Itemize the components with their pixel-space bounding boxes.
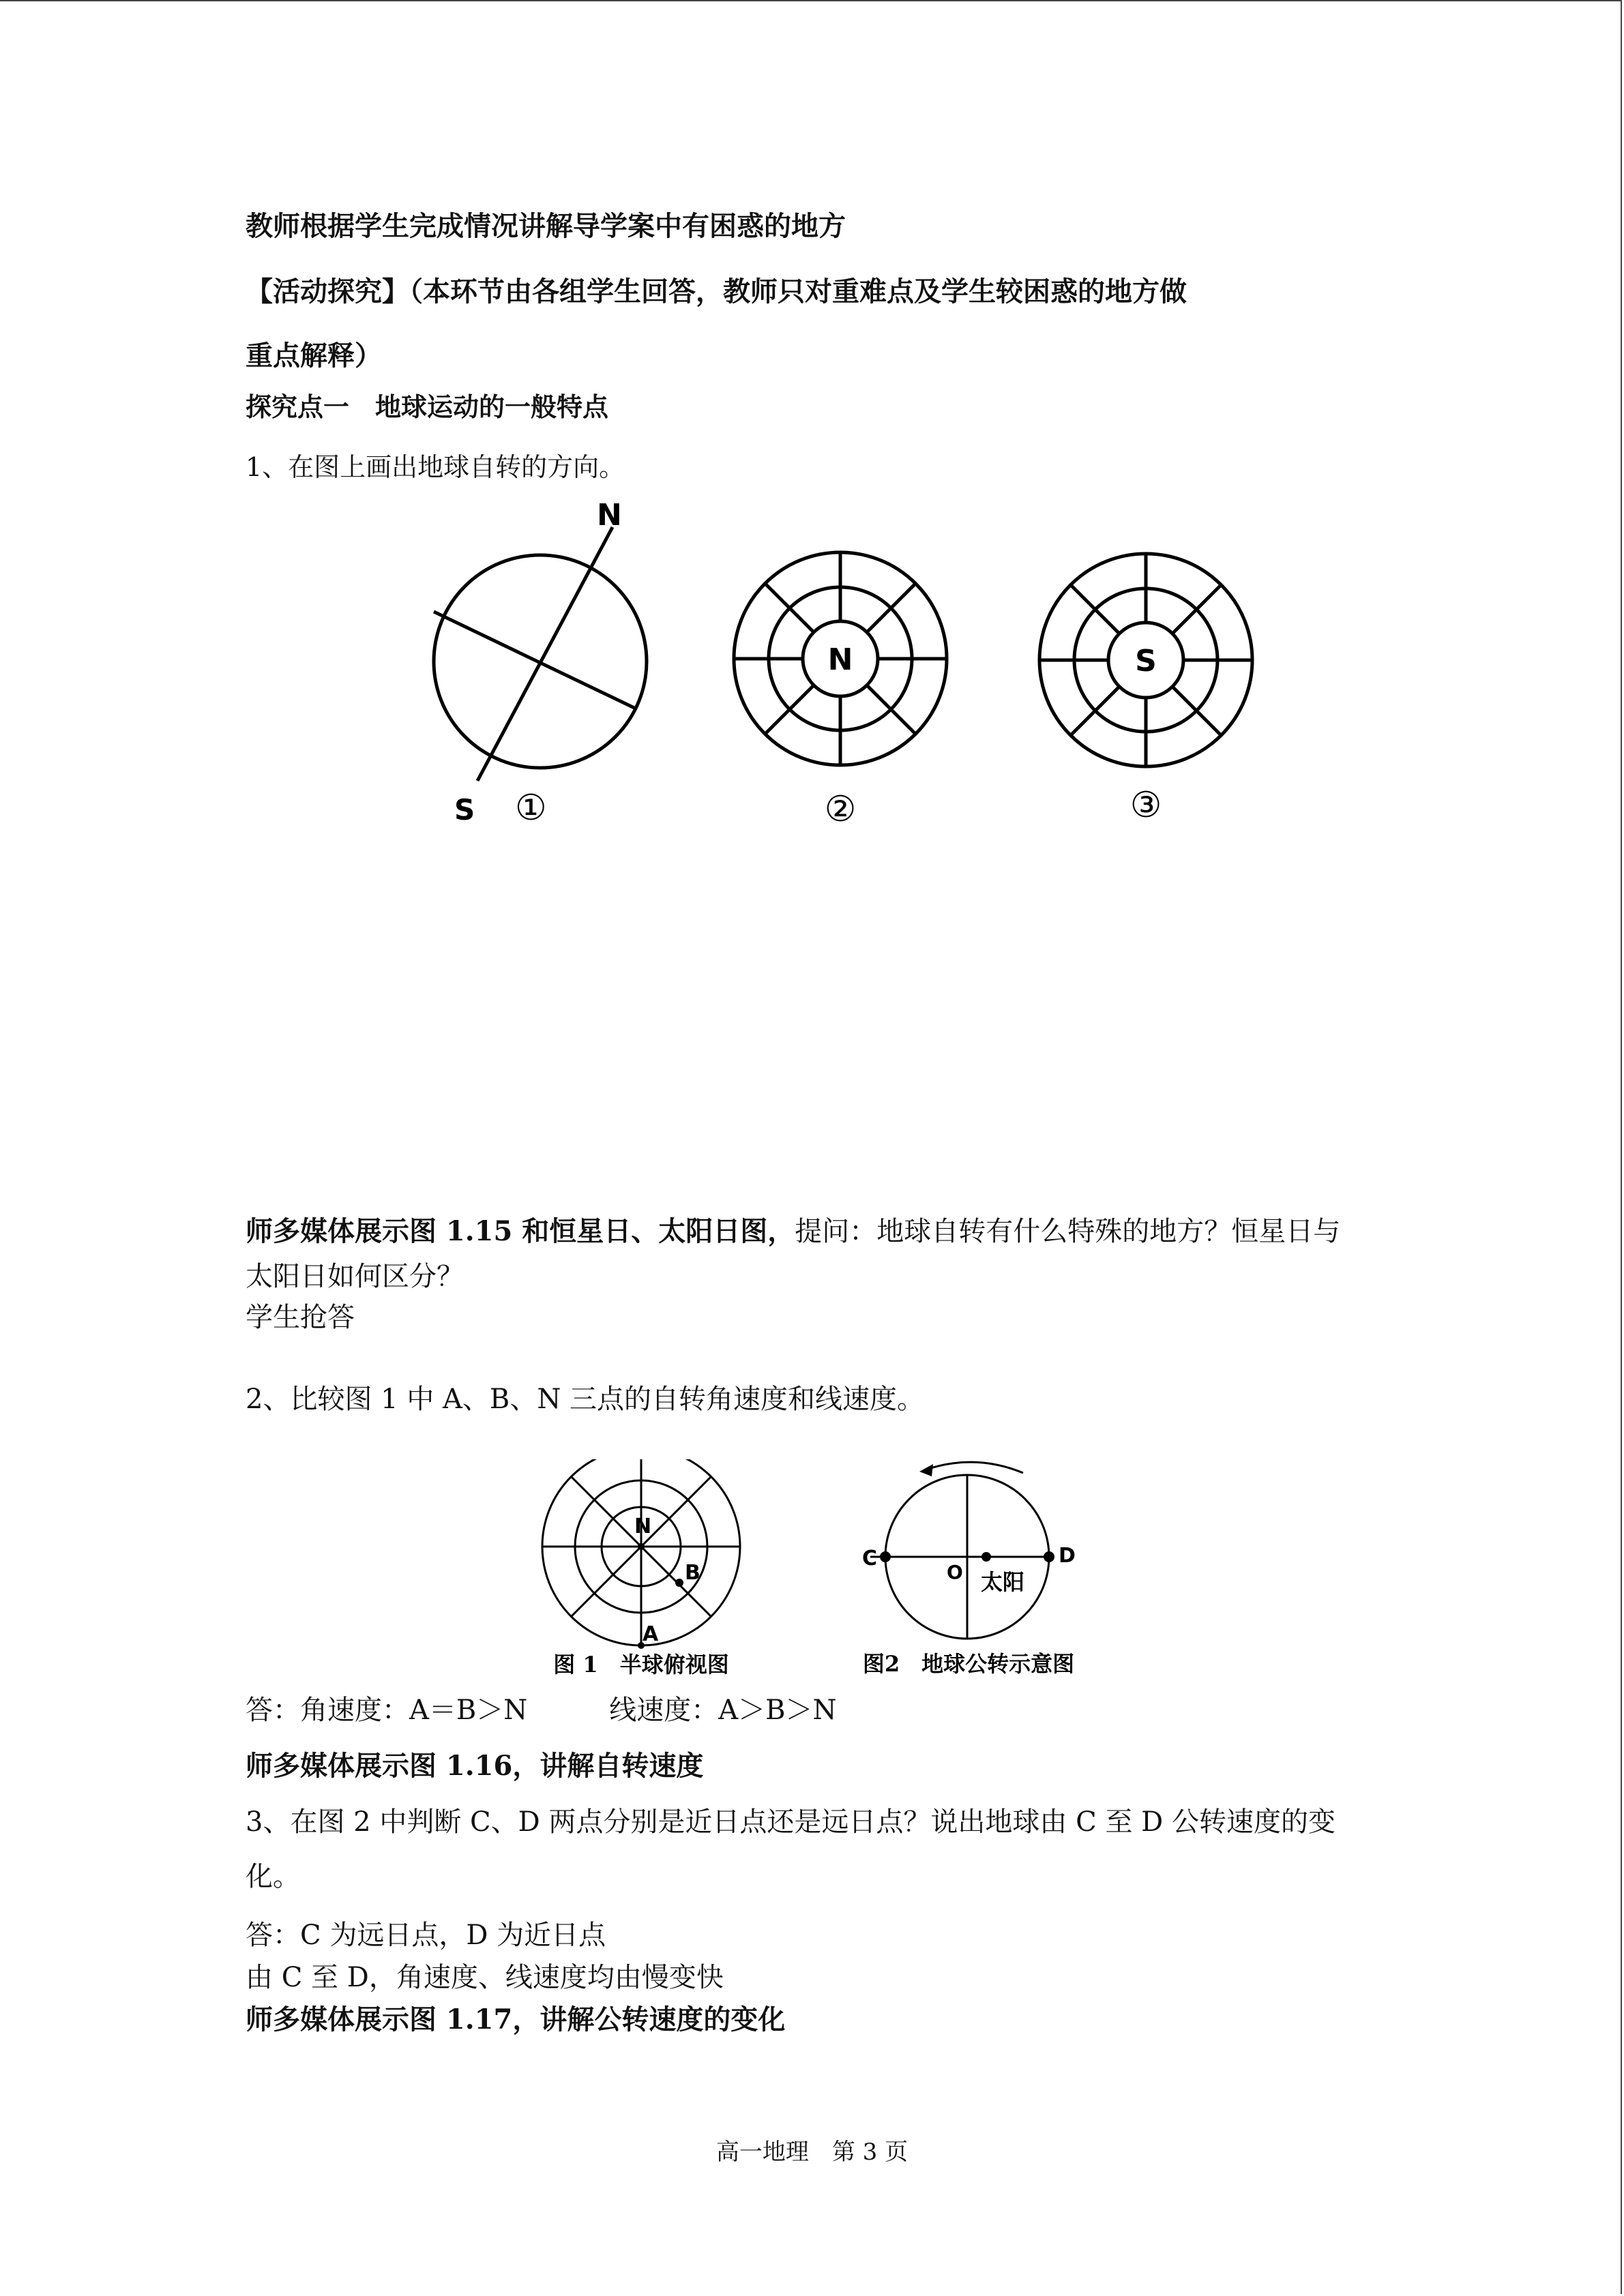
multimedia-question: 提问：地球自转有什么特殊的地方？恒星日与 [795, 1216, 1341, 1247]
activity-title-cont: 重点解释） [246, 340, 382, 372]
fig2-sun-label: 太阳 [981, 1569, 1025, 1595]
question-3: 3、在图 2 中判断 C、D 两点分别是近日点还是远日点？说出地球由 C 至 D 公转速度的变 [246, 1806, 1335, 1838]
section-heading: 探究点一 地球运动的一般特点 [246, 391, 609, 422]
north-label: N [597, 498, 622, 533]
activity-title: 【活动探究】（本环节由各组学生回答，教师只对重难点及学生较困惑的地方做 [246, 275, 1187, 308]
rotation-figure [409, 491, 1296, 846]
answer-2: 答：角速度：A＝B＞N 线速度：A＞B＞N [246, 1695, 837, 1726]
question-2: 2、比较图 1 中 A、B、N 三点的自转角速度和线速度。 [246, 1384, 925, 1415]
fig2-caption: 图2 地球公转示意图 [862, 1651, 1075, 1677]
rotation-figure-svg [409, 491, 1296, 846]
hemisphere-figure-svg [532, 1459, 757, 1678]
question-1: 1、在图上画出地球自转的方向。 [246, 452, 625, 482]
answer-3a: 答：C 为远日点，D 为近日点 [246, 1920, 606, 1951]
fig1-A-label: A [643, 1622, 659, 1646]
multimedia-line-1 [246, 1215, 1341, 1247]
fig1-N-label: N [634, 1515, 652, 1538]
hemisphere-figure [532, 1459, 757, 1678]
multimedia-line-2: 太阳日如何区分？ [246, 1261, 464, 1292]
south-label: S [454, 793, 475, 826]
fig2-O-label: O [947, 1561, 963, 1583]
figure-number-2: ② [824, 789, 857, 830]
multimedia-revolution-speed: 师多媒体展示图 1.17，讲解公转速度的变化 [246, 2003, 786, 2036]
fig2-D-label: D [1059, 1544, 1076, 1568]
page-footer: 高一地理 第 3 页 [715, 2138, 909, 2166]
fig1-B-label: B [685, 1561, 700, 1585]
globe-side-view [434, 527, 647, 781]
multimedia-rotation-speed: 师多媒体展示图 1.16，讲解自转速度 [246, 1750, 704, 1782]
orbit-figure [853, 1449, 1098, 1681]
south-pole-label: S [1135, 644, 1157, 679]
question-3-cont: 化。 [246, 1861, 300, 1892]
heading-teacher-explain: 教师根据学生完成情况讲解导学案中有困惑的地方 [246, 210, 846, 242]
fig1-caption: 图 1 半球俯视图 [553, 1652, 729, 1678]
figure-number-3: ③ [1130, 785, 1162, 826]
orbit-figure-svg [853, 1449, 1098, 1681]
fig2-C-label: C [862, 1547, 878, 1570]
students-answer: 学生抢答 [246, 1302, 355, 1333]
figure-number-1: ① [515, 788, 547, 829]
answer-3b: 由 C 至 D，角速度、线速度均由慢变快 [246, 1962, 724, 1993]
north-pole-label: N [827, 642, 853, 677]
multimedia-bold: 师多媒体展示图 1.15 和恒星日、太阳日图， [246, 1215, 795, 1247]
